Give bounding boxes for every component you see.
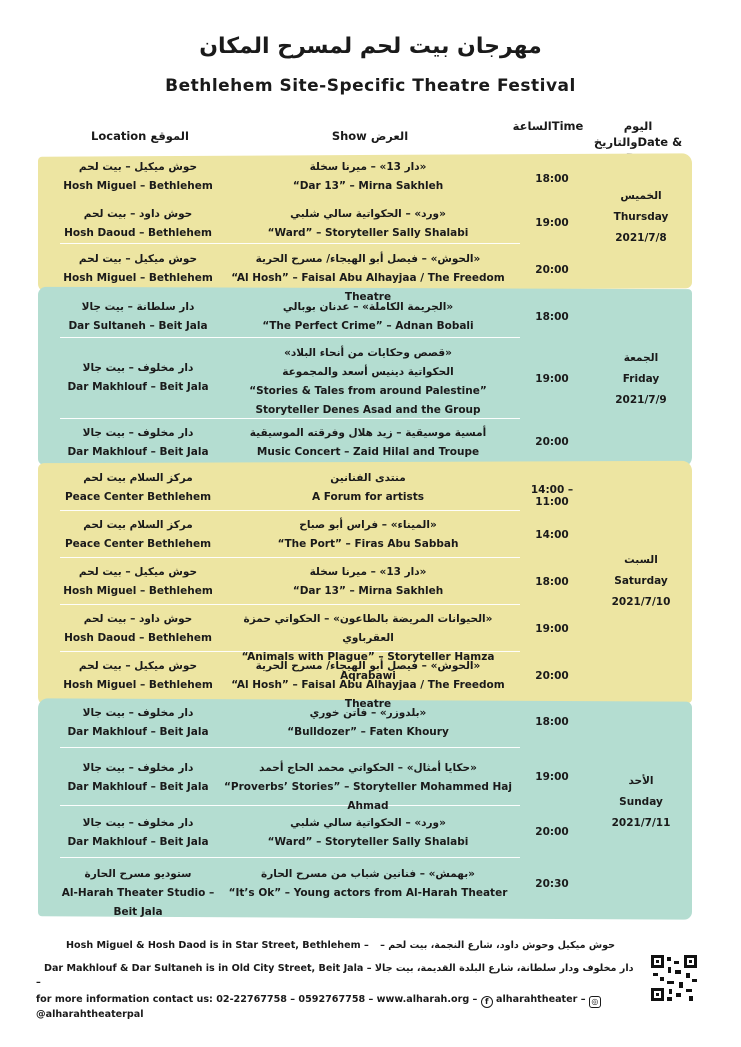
column-header-day: اليوم والتاريخDate & [593,119,683,149]
table-row-show: «الجريمة الكاملة» – عدنان بوبالي “The Perfect Crime” – Adnan Bobali [262,301,474,332]
table-row-location: دار مخلوف – بيت جالا Dar Makhlouf – Beit Jala [67,762,209,793]
table-row-time: 20:00 [535,670,569,682]
table-row-time: 20:00 [535,264,569,276]
table-row-location: دار سلطانة – بيت جالا Dar Sultaneh – Beit Jala [68,301,208,332]
table-row-show: منتدى الفنانين A Forum for artists [311,472,424,503]
table-row-location: دار مخلوف – بيت جالا Dar Makhlouf – Beit Jala [67,427,209,458]
table-row-time: 14:00 [535,529,569,541]
table-row-show: أمسية موسيقية – زيد هلال وفرقته الموسيقية Music Concert – Zaid Hilal and Troupe [249,427,487,458]
table-row-show: «الحيوانات المريضة بالطاعون» – الحكواتي حمزة العقرباوي “Animals with Plague” – Storyteller Hamza Aqrabawi [241,613,495,682]
row-divider [60,557,520,558]
row-divider [60,857,520,858]
table-row-time: 18:00 [535,311,569,323]
table-row-show: «بلدوزر» – فاتن خوري “Bulldozer” – Faten Khoury [287,707,449,738]
row-divider [60,510,520,511]
table-row-time: 19:00 [535,623,569,635]
festival-title-en: Bethlehem Site-Specific Theatre Festival [165,76,576,96]
row-divider [60,337,520,338]
table-row-time: 18:00 [535,173,569,185]
facebook-handle[interactable]: alharahtheater – [496,994,586,1005]
column-header-time: الساعةTime [512,119,584,133]
row-divider [60,604,520,605]
table-row-location: حوش ميكيل – بيت لحم Hosh Miguel – Bethlehem [63,566,213,597]
table-row-time: 18:00 [535,716,569,728]
qr-code[interactable] [651,955,697,1001]
footer-contact [36,993,646,1022]
table-row-time: 19:00 [535,771,569,783]
table-row-location: ستوديو مسرح الحارة Al-Harah Theater Studio – Beit Jala [61,868,215,918]
table-row-location: دار مخلوف – بيت جالا Dar Makhlouf – Beit Jala [67,707,209,738]
day-sunday: الأحد Sunday 2021/7/11 [611,775,671,829]
table-row-location: دار مخلوف – بيت جالا Dar Makhlouf – Beit Jala [67,817,209,848]
column-header-show: Show العرض [331,129,409,143]
table-row-show: «بهمش» – فنانين شباب من مسرح الحارة “It’s Ok” – Young actors from Al-Harah Theater [228,868,508,899]
festival-title-ar: مهرجان بيت لحم لمسرح المكان [199,34,542,59]
table-row-time: 18:00 [535,576,569,588]
table-row-location: دار مخلوف – بيت جالا Dar Makhlouf – Beit Jala [67,362,209,393]
day-saturday: السبت Saturday 2021/7/10 [611,554,671,608]
footer-address-beitjala: Dar Makhlouf & Dar Sultaneh is in Old City Street, Beit Jala – دار مخلوف ودار سلطانة، شارع البلدة القديمة، بيت جالا – [36,963,634,988]
table-row-time: 14:00 – 11:00 [530,484,574,508]
table-row-location: حوش داود – بيت لحم Hosh Daoud – Bethlehem [64,208,212,239]
table-row-show: «ورد» – الحكواتية سالي شلبي “Ward” – Storyteller Sally Shalabi [267,817,469,848]
table-row-location: حوش ميكيل – بيت لحم Hosh Miguel – Bethlehem [63,253,213,284]
table-row-time: 20:30 [535,878,569,890]
instagram-icon[interactable]: ◎ [589,996,601,1008]
table-row-time: 19:00 [535,373,569,385]
table-row-show: «الميناء» – فراس أبو صباح “The Port” – Firas Abu Sabbah [277,519,459,550]
table-row-show: «حكايا أمثال» – الحكواتي محمد الحاج أحمد “Proverbs’ Stories” – Storyteller Mohammed Haj Ahmad [224,762,512,812]
facebook-icon[interactable]: f [481,996,493,1008]
table-row-time: 19:00 [535,217,569,229]
table-row-location: حوش داود – بيت لحم Hosh Daoud – Bethlehem [64,613,212,644]
footer-address-bethlehem: Hosh Miguel & Hosh Daod is in Star Street, Bethlehem – حوش ميكيل وحوش داود، شارع النجمة، بيت لحم – [66,940,616,951]
column-header-location: Location الموقع [91,129,189,143]
table-row-time: 20:00 [535,436,569,448]
table-row-location: مركز السلام بيت لحم Peace Center Bethlehem [64,472,212,503]
table-row-show: «ورد» – الحكواتية سالي شلبي “Ward” – Storyteller Sally Shalabi [267,208,469,239]
row-divider [60,243,520,244]
table-row-show: «قصص وحكايات من أنحاء البلاد» الحكواتية دينيس أسعد والمجموعة “Stories & Tales from around Palestine” Storyteller Denes Asad and the Group [249,347,487,416]
instagram-handle[interactable]: @alharahtheaterpal [36,1009,144,1020]
table-row-show: «الحوش» – فيصل أبو الهيجاء/ مسرح الحرية “Al Hosh” – Faisal Abu Alhayjaa / The Freedom Theatre [231,660,505,710]
contact-text: for more information contact us: 02-22767758 – 0592767758 – www.alharah.org – [36,994,478,1005]
table-row-location: حوش ميكيل – بيت لحم Hosh Miguel – Bethlehem [63,161,213,192]
table-row-location: مركز السلام بيت لحم Peace Center Bethlehem [64,519,212,550]
day-thursday: الخميس Thursday 2021/7/8 [613,190,669,244]
table-row-show: «دار 13» – ميرنا سخلة “Dar 13” – Mirna Sakhleh [292,161,444,192]
table-row-show: «دار 13» – ميرنا سخلة “Dar 13” – Mirna Sakhleh [292,566,444,597]
table-row-location: حوش ميكيل – بيت لحم Hosh Miguel – Bethlehem [63,660,213,691]
table-row-time: 20:00 [535,826,569,838]
day-friday: الجمعة Friday 2021/7/9 [615,352,667,406]
row-divider [60,747,520,748]
table-row-show: «الحوش» – فيصل أبو الهيجاء/ مسرح الحرية “Al Hosh” – Faisal Abu Alhayjaa / The Freedom Theatre [231,253,505,303]
